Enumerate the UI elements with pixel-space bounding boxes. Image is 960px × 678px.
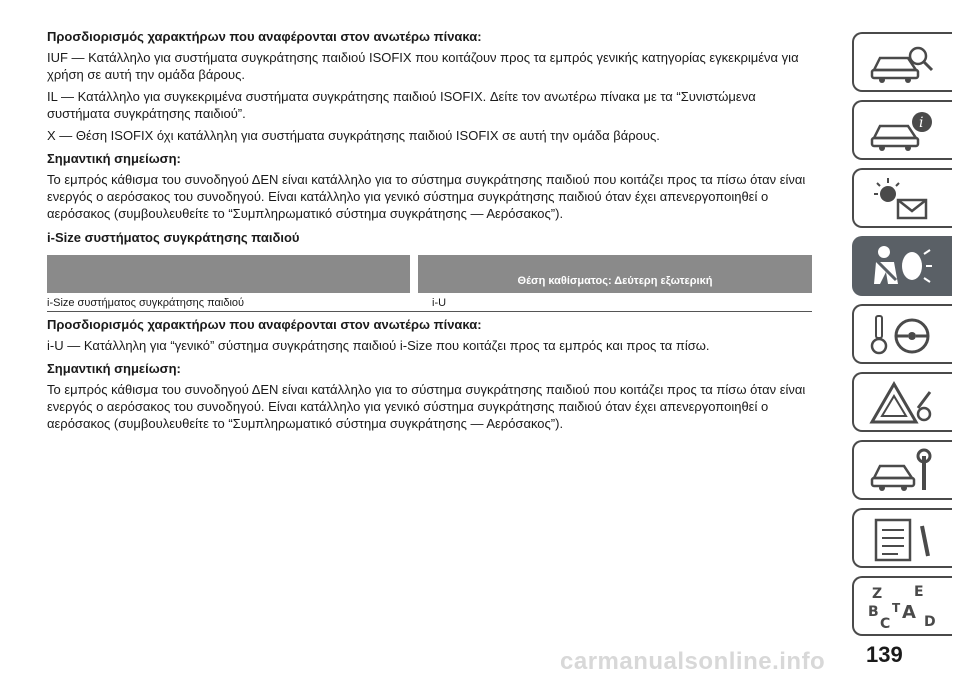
legend-iu: i-U — Κατάλληλη για “γενικό” σύστημα συγκράτησης παιδιού i-Size που κοιτάζει προς τα εμπρός και προς τα πίσω. bbox=[47, 338, 710, 353]
index-letter: A bbox=[902, 602, 916, 623]
index-letter: T bbox=[892, 601, 901, 615]
seatbelt-airbag-icon bbox=[868, 244, 938, 290]
key-steering-wheel-icon bbox=[868, 312, 938, 358]
warning-triangle-icon bbox=[868, 380, 938, 426]
legend-iuf: IUF — Κατάλληλο για συστήματα συγκράτησης παιδιού ISOFIX που κοιτάζουν προς τα εμπρός γενικής κατηγορίας εγκεκριμένα για χρήση σε αυτή την ομάδα βάρους. bbox=[47, 50, 799, 82]
tab-car-search[interactable] bbox=[852, 32, 952, 92]
tab-warning-lights[interactable] bbox=[852, 168, 952, 228]
tab-starting-driving[interactable] bbox=[852, 304, 952, 364]
note-text-2: Το εμπρός κάθισμα του συνοδηγού ΔΕΝ είναι κατάλληλο για το σύστημα συγκράτησης παιδιού που κοιτάζει προς τα πίσω όταν είναι ενεργός ο αερόσακος του συνοδηγού. Είναι κατάλληλο για γενικό σύστημα συγκράτησης παιδιού όταν έχει απενεργοποιηθεί ο αερόσακος (συμβουλευθείτε το “Συμπληρωματικό σύστημα συγκράτησης — Αερόσακος”). bbox=[47, 382, 806, 431]
tab-emergency[interactable] bbox=[852, 372, 952, 432]
car-wrench-icon bbox=[868, 448, 938, 494]
tab-safety[interactable] bbox=[852, 236, 952, 296]
index-letter: Z bbox=[872, 586, 883, 602]
car-search-icon bbox=[868, 40, 938, 86]
section-title: i-Size συστήματος συγκράτησης παιδιού bbox=[47, 230, 300, 245]
index-letter: C bbox=[880, 616, 891, 630]
page-content bbox=[47, 28, 822, 437]
index-letter: D bbox=[924, 614, 936, 630]
alphabet-index-icon bbox=[868, 584, 938, 630]
legend-heading-2: Προσδιορισμός χαρακτήρων που αναφέρονται στον ανωτέρω πίνακα: bbox=[47, 317, 482, 332]
note-title-2: Σημαντική σημείωση: bbox=[47, 361, 181, 376]
index-letter: B bbox=[868, 604, 879, 620]
legend-heading: Προσδιορισμός χαρακτήρων που αναφέρονται στον ανωτέρω πίνακα: bbox=[47, 29, 482, 44]
watermark: carmanualsonline.info bbox=[560, 648, 826, 675]
table-header-seat-position: Θέση καθίσματος: Δεύτερη εξωτερική bbox=[418, 255, 812, 293]
note-text: Το εμπρός κάθισμα του συνοδηγού ΔΕΝ είναι κατάλληλο για το σύστημα συγκράτησης παιδιού που κοιτάζει προς τα πίσω όταν είναι ενεργός ο αερόσακος του συνοδηγού. Είναι κατάλληλο για γενικό σύστημα συγκράτησης παιδιού όταν έχει απενεργοποιηθεί ο αερόσακος (συμβουλευθείτε το “Συμπληρωματικό σύστημα συγκράτησης — Αερόσακος”). bbox=[47, 172, 806, 221]
legend-il: IL — Κατάλληλο για συγκεκριμένα συστήματα συγκράτησης παιδιού ISOFIX. Δείτε τον ανωτέρω πίνακα με τα “Συνιστώμενα συστήματα συγκράτησης παιδιού”. bbox=[47, 89, 756, 121]
legend-x: X — Θέση ISOFIX όχι κατάλληλη για συστήματα συγκράτησης παιδιού ISOFIX σε αυτή την ομάδα βάρους. bbox=[47, 128, 660, 143]
car-info-icon bbox=[868, 108, 938, 154]
tab-index[interactable] bbox=[852, 576, 952, 636]
index-letter: E bbox=[914, 584, 924, 600]
tab-car-info[interactable] bbox=[852, 100, 952, 160]
table-header-left bbox=[47, 255, 418, 293]
tab-maintenance[interactable] bbox=[852, 440, 952, 500]
warning-lights-mail-icon bbox=[868, 176, 938, 222]
page-number: 139 bbox=[866, 642, 903, 667]
svg-text:i: i bbox=[919, 115, 924, 131]
note-title: Σημαντική σημείωση: bbox=[47, 151, 181, 166]
isize-table bbox=[47, 255, 812, 312]
tab-technical-data[interactable] bbox=[852, 508, 952, 568]
table-row-value: i-U bbox=[418, 293, 812, 312]
table-row-label: i-Size συστήματος συγκράτησης παιδιού bbox=[47, 293, 418, 312]
spec-list-icon bbox=[868, 516, 938, 562]
